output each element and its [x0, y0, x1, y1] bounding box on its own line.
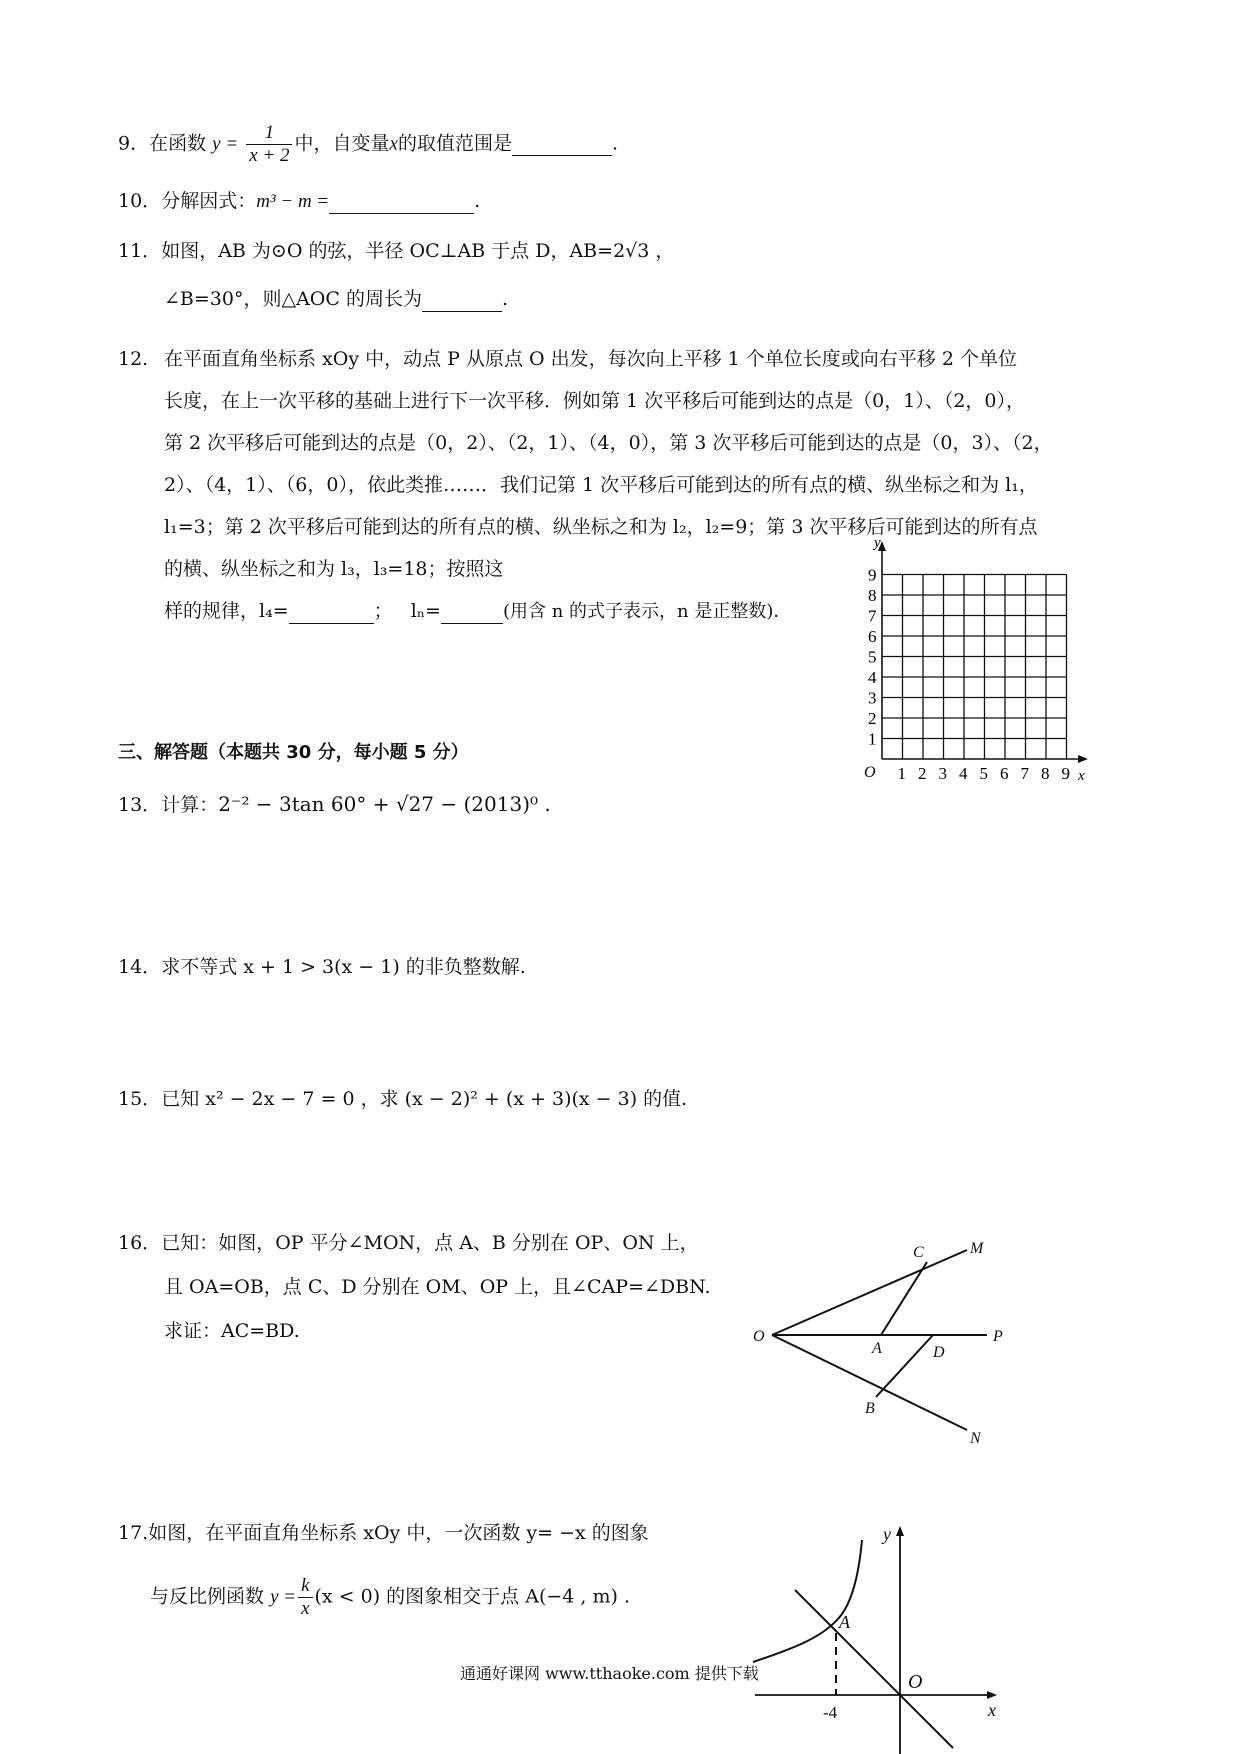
answer-blank [441, 600, 503, 624]
question-number: 11． [118, 240, 162, 262]
question-number: 14． [118, 956, 162, 978]
footer: 通通好课网 www.tthaoke.com 提供下载 [460, 1664, 759, 1683]
segment-BD [876, 1335, 933, 1397]
coordinate-grid [852, 535, 1092, 785]
question-16: 16．已知：如图，OP 平分∠MON，点 A、B 分别在 OP、ON 上， [118, 1232, 699, 1254]
question-10: 10．分解因式：m³ − m = . [118, 190, 481, 212]
segment-AC [881, 1262, 927, 1335]
section-heading: 三、解答题（本题共 30 分，每小题 5 分） [118, 742, 469, 763]
question-13: 13．计算：2⁻² − 3tan 60° + √27 − (2013)⁰ . [118, 792, 551, 816]
y-axis-label: y [874, 535, 881, 551]
question-number: 16． [118, 1232, 162, 1254]
x-axis-arrow [1078, 755, 1088, 763]
question-number: 10． [118, 190, 162, 212]
question-17: 17.如图，在平面直角坐标系 xOy 中，一次函数 y= −x 的图象 [118, 1522, 649, 1544]
fraction: $\frac{1}{x + 2}$ [246, 122, 292, 167]
x-tick-label: 3 [938, 764, 947, 783]
question-15: 15．已知 x² − 2x − 7 = 0 ，求 (x − 2)² + (x + 3)(x − 3) 的值. [118, 1088, 688, 1110]
x-tick-label: 6 [1000, 764, 1009, 783]
origin-label: O [908, 1671, 923, 1693]
label-B: B [865, 1400, 875, 1417]
question-number: 15． [118, 1088, 162, 1110]
function-graph-17 [745, 1520, 1005, 1754]
question-11-line2: ∠B=30°，则△AOC 的周长为 . [164, 288, 509, 310]
label-M: M [970, 1240, 984, 1257]
label-A: A [839, 1612, 850, 1632]
y-tick-label: 3 [868, 688, 877, 708]
x-axis-label: x [1078, 768, 1085, 784]
answer-blank [512, 132, 612, 156]
y-tick-label: 1 [868, 729, 877, 749]
x-tick-label: 9 [1061, 764, 1070, 783]
label-A: A [872, 1340, 882, 1357]
question-12-line: l₁=3；第 2 次平移后可能到达的所有点的横、纵坐标之和为 l₂，l₂=9；第 3 次平移后可能到达的所有点 [164, 516, 1038, 538]
y-tick-label: 8 [868, 586, 877, 605]
y-axis-label: y [883, 1524, 891, 1544]
question-12-line: 2）、（4，1）、（6，0），依此类推……．我们记第 1 次平移后可能到达的所有点的横、纵坐标之和为 l₁， [164, 474, 1038, 496]
question-17-line2: 与反比例函数 y = $\frac{k}{x}$ (x < 0) 的图象相交于点 A(−4 , m) . [150, 1575, 630, 1619]
x-tick-label: 2 [918, 764, 927, 783]
y-tick-label: 6 [868, 627, 877, 646]
fraction: $\frac{k}{x}$ [298, 1575, 312, 1620]
y-tick-label: 4 [868, 668, 877, 687]
question-12-line: 长度，在上一次平移的基础上进行下一次平移．例如第 1 次平移后可能到达的点是（0，1）、（2，0）， [164, 390, 1026, 412]
question-12-line: 在平面直角坐标系 xOy 中，动点 P 从原点 O 出发，每次向上平移 1 个单位长度或向右平移 2 个单位 [164, 348, 1017, 370]
label-D: D [933, 1344, 945, 1361]
question-12-last-line: 样的规律，l₄= ； lₙ= (用含 n 的式子表示，n 是正整数)． [164, 600, 792, 622]
question-9: 9．在函数 y = $\frac{1}{x + 2}$ 中，自变量x的取值范围是 . [118, 122, 618, 166]
question-12-line: 的横、纵坐标之和为 l₃，l₃=18；按照这 [164, 558, 504, 580]
question-number: 9． [118, 132, 150, 155]
question-11: 11．如图，AB 为⊙O 的弦，半径 OC⊥AB 于点 D，AB=2√3 ， [118, 240, 675, 262]
label-N: N [970, 1430, 981, 1445]
answer-blank [422, 288, 502, 312]
x-tick-label: 5 [979, 764, 988, 783]
question-12-number: 12. [118, 348, 149, 370]
x-tick-label: 4 [959, 764, 968, 783]
answer-blank [289, 600, 374, 624]
label-O: O [753, 1328, 765, 1345]
y-tick-label: 2 [868, 709, 877, 728]
y-axis-arrow [896, 1526, 904, 1536]
question-number: 17. [118, 1522, 149, 1544]
geometry-figure-16 [745, 1225, 1025, 1445]
x-tick-label: 8 [1041, 764, 1050, 783]
x-axis-arrow [987, 1691, 997, 1699]
question-16-line: 且 OA=OB，点 C、D 分别在 OM、OP 上，且∠CAP=∠DBN. [164, 1276, 711, 1298]
y-tick-label: 9 [868, 565, 877, 585]
question-16-line: 求证：AC=BD. [164, 1320, 300, 1342]
x-tick-label: 1 [897, 764, 906, 783]
label-C: C [913, 1244, 924, 1261]
y-tick-label: 5 [868, 647, 877, 667]
y-tick-label: 7 [868, 606, 877, 626]
answer-blank [329, 190, 474, 214]
hyperbola-curve [753, 1540, 862, 1662]
line-y-neg-x [795, 1590, 953, 1748]
question-number: 13． [118, 794, 162, 816]
question-14: 14．求不等式 x + 1 > 3(x − 1) 的非负整数解. [118, 956, 526, 978]
x-tick-label: 7 [1020, 764, 1029, 783]
tick-label: -4 [823, 1703, 838, 1722]
question-12-line: 第 2 次平移后可能到达的点是（0，2）、（2，1）、（4，0），第 3 次平移后可能到达的点是（0，3）、（2， [164, 432, 1053, 454]
label-P: P [993, 1328, 1003, 1345]
origin-label: O [864, 764, 876, 781]
x-axis-label: x [988, 1700, 996, 1720]
ray-OM [772, 1250, 967, 1335]
